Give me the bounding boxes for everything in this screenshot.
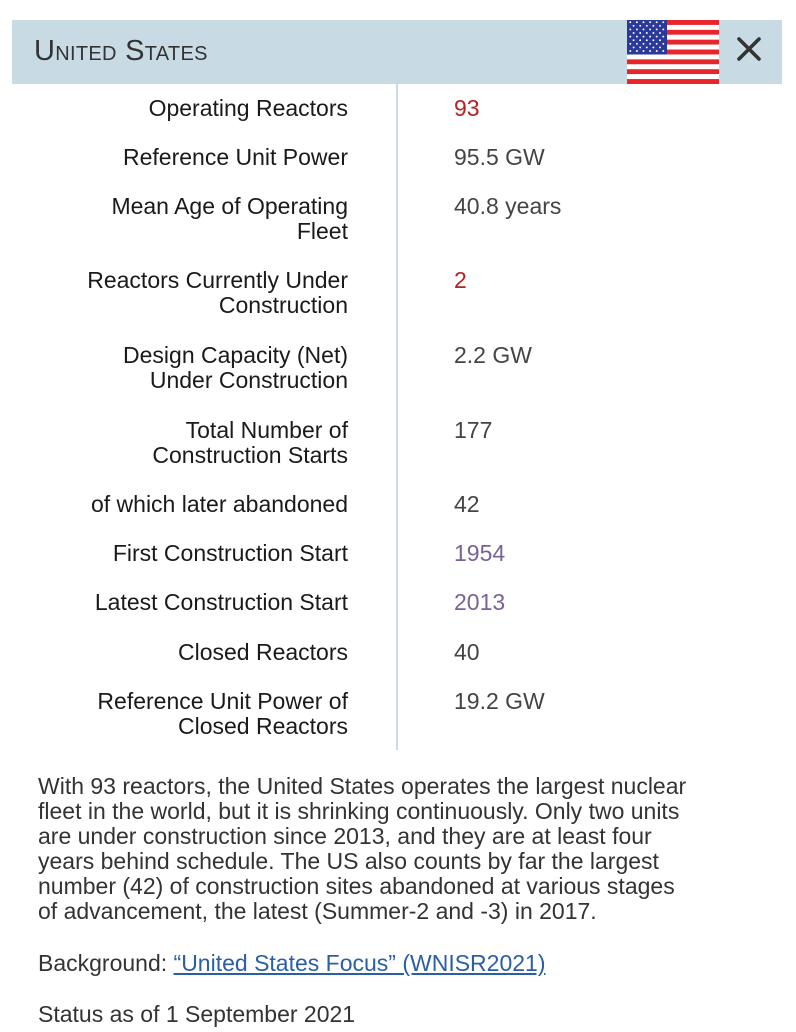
row-label-under-construction: Reactors Currently Under Construction (87, 267, 348, 318)
row-label-first-construction-start: First Construction Start (112, 540, 348, 566)
row-value-mean-age: 40.8 years (454, 193, 562, 219)
background-prefix: Background: (38, 950, 174, 976)
row-label-mean-age: Mean Age of Operating Fleet (111, 193, 348, 244)
panel-header (12, 20, 782, 84)
us-flag-icon (627, 20, 719, 84)
row-value-under-construction: 2 (454, 267, 467, 293)
background-link[interactable]: “United States Focus” (WNISR2021) (173, 950, 546, 976)
column-divider (396, 84, 398, 750)
status-date: Status as of 1 September 2021 (38, 1001, 356, 1027)
row-value-latest-construction-start: 2013 (454, 589, 506, 615)
background-line (38, 951, 545, 976)
row-label-reference-unit-power: Reference Unit Power (123, 144, 348, 170)
row-value-closed-unit-power: 19.2 GW (454, 688, 545, 714)
row-label-operating-reactors: Operating Reactors (148, 95, 348, 121)
row-value-closed-reactors: 40 (454, 639, 480, 665)
row-label-design-capacity: Design Capacity (Net) Under Construction (123, 342, 348, 393)
row-label-closed-reactors: Closed Reactors (177, 639, 348, 665)
row-value-first-construction-start: 1954 (454, 540, 506, 566)
close-icon (736, 36, 762, 62)
row-label-closed-unit-power: Reference Unit Power of Closed Reactors (97, 688, 348, 739)
row-value-operating-reactors: 93 (454, 95, 480, 121)
row-label-construction-starts: Total Number of Construction Starts (152, 417, 348, 468)
row-label-latest-construction-start: Latest Construction Start (94, 589, 348, 615)
country-description: With 93 reactors, the United States operates the largest nuclear fleet in the world, but it is shrinking continuously. Only two units are under construction since 2013, and they are at least four years behind schedule. The US also counts by far the largest number (42) of construction sites abandoned at various stages of advancement, the latest (Summer-2 and -3) in 2017. (38, 773, 687, 924)
country-title: United States (34, 35, 208, 67)
row-value-reference-unit-power: 95.5 GW (454, 144, 545, 170)
row-value-design-capacity: 2.2 GW (454, 342, 532, 368)
row-value-construction-starts: 177 (454, 417, 493, 443)
close-button[interactable] (730, 30, 768, 68)
row-value-abandoned: 42 (454, 491, 480, 517)
row-label-abandoned: of which later abandoned (90, 491, 348, 517)
